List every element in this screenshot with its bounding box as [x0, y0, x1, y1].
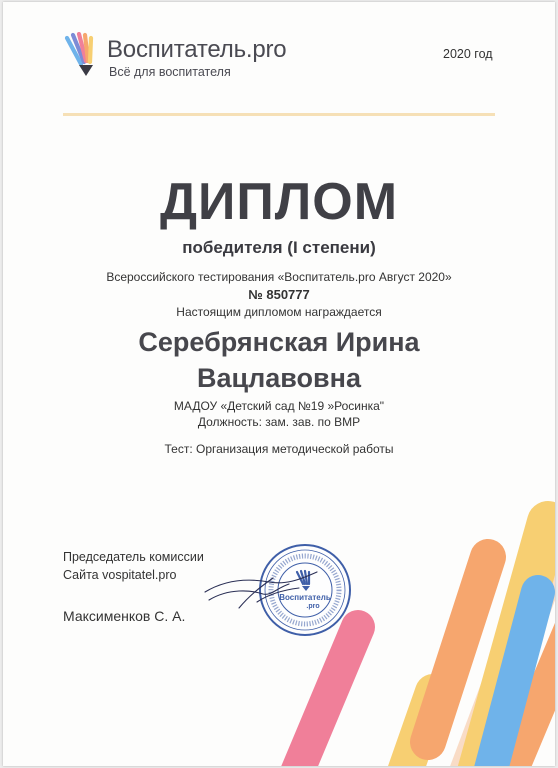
awarded-text: Настоящим дипломом награждается: [176, 305, 382, 319]
contest-name: Всероссийского тестирования «Воспитатель.pro Август 2020»: [106, 270, 452, 284]
year: 2020 год: [443, 47, 493, 61]
recipient-name-line1: Серебрянская Ирина: [138, 327, 420, 357]
recipient-name: [3, 324, 555, 396]
stamp-text-2: .pro: [306, 603, 320, 610]
organization: МАДОУ «Детский сад №19 »Росинка": [173, 399, 385, 413]
signer-name: Максименков С. А.: [63, 608, 186, 624]
stamp-text-1: Воспитатель: [279, 593, 331, 602]
brand-tagline: Всё для воспитателя: [109, 65, 231, 79]
test-name: Тест: Организация методической работы: [164, 442, 394, 456]
brand-name: Воспитатель.pro: [107, 36, 287, 63]
header-divider: [63, 113, 495, 116]
signature-scribble: [199, 558, 329, 618]
diploma-number: № 850777: [248, 287, 310, 302]
pencils-logo-icon: [63, 32, 103, 78]
diploma-sheet: [3, 2, 555, 766]
position: Должность: зам. зав. по ВМР: [197, 415, 361, 429]
signer-role-line1: Председатель комиссии: [63, 550, 204, 564]
recipient-name-line2: Вацлавовна: [197, 363, 361, 393]
signer-role-line2: Сайта vospitatel.pro: [63, 568, 177, 582]
diploma-subtitle: победителя (I степени): [182, 238, 376, 257]
diploma-title: ДИПЛОМ: [159, 173, 399, 231]
